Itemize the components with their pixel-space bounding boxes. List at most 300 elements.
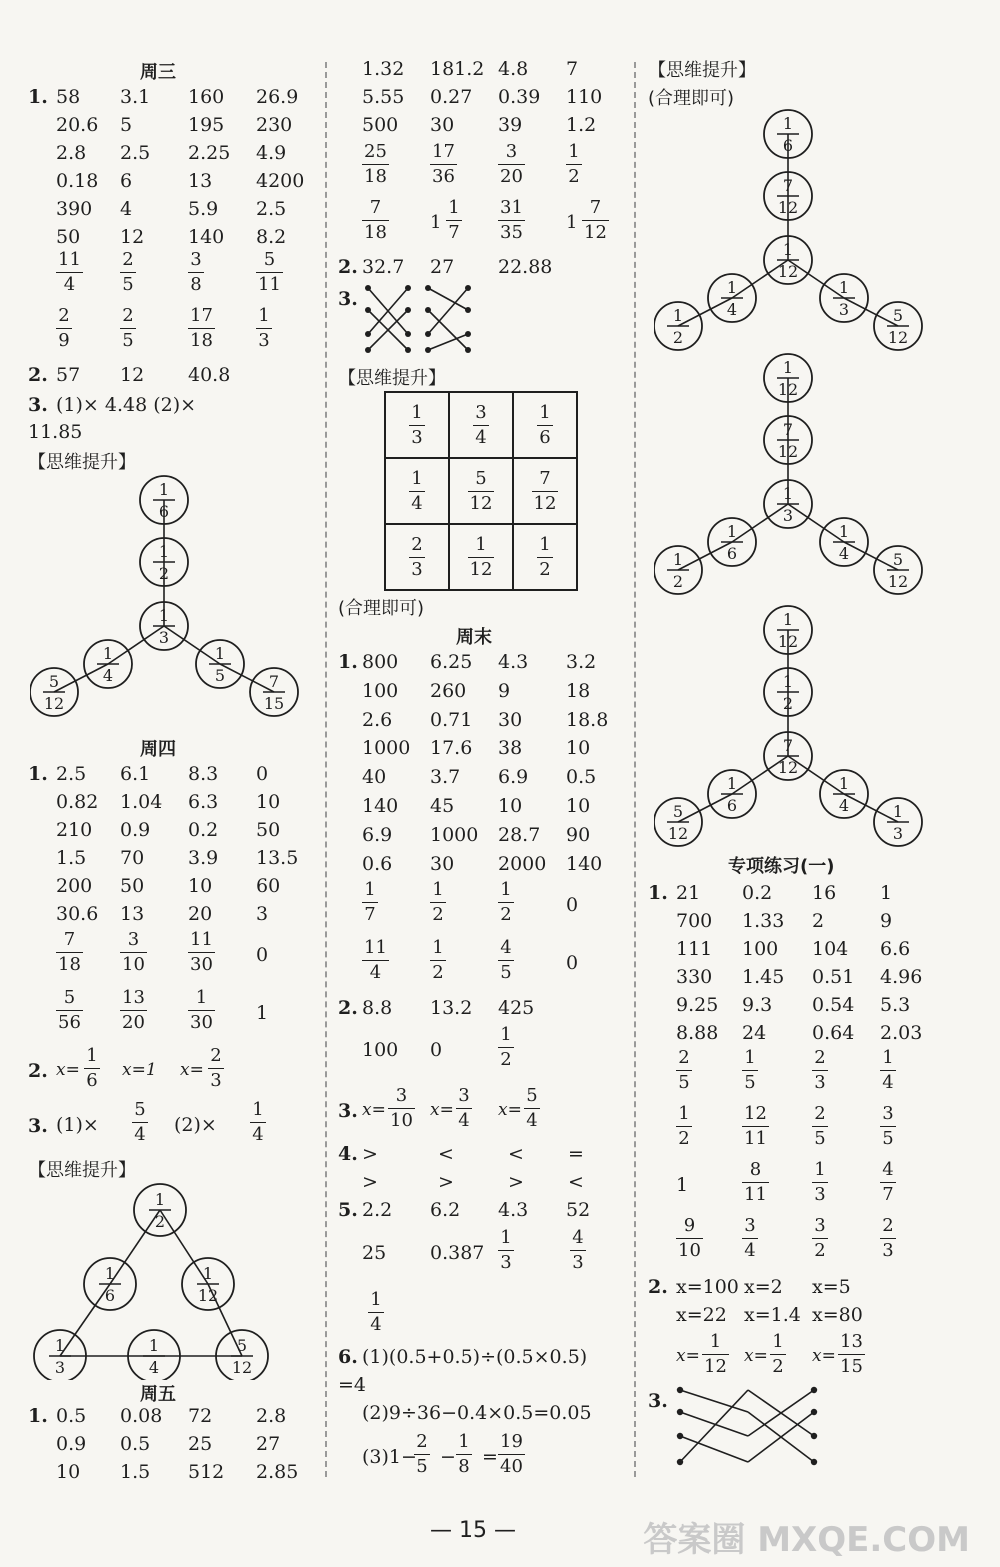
answer-cell: 0 bbox=[566, 894, 579, 916]
answer-value: < bbox=[438, 1143, 454, 1165]
answer-cell: 1.5 bbox=[56, 847, 87, 869]
answer-row bbox=[338, 1171, 628, 1199]
fraction-bar bbox=[362, 220, 389, 221]
node-denominator: 3 bbox=[54, 1358, 66, 1377]
numerator: 1 bbox=[458, 1431, 470, 1452]
numerator: 2 bbox=[58, 305, 70, 326]
answer-value: > bbox=[362, 1171, 378, 1193]
answer-value: x=80 bbox=[812, 1304, 863, 1326]
fraction-bar bbox=[56, 952, 83, 953]
answer-cell: 39 bbox=[498, 114, 523, 136]
numerator: 1 bbox=[678, 1103, 690, 1124]
fraction-value bbox=[120, 306, 136, 351]
numerator: 17 bbox=[190, 305, 213, 326]
answer-value: − bbox=[440, 1446, 456, 1468]
section-title-thursday: 周四 bbox=[140, 739, 176, 760]
grid-fraction bbox=[537, 403, 553, 448]
answer-row bbox=[338, 114, 628, 142]
fraction-value bbox=[498, 938, 514, 983]
fraction-value bbox=[56, 250, 83, 295]
dot bbox=[677, 1409, 683, 1415]
fraction-bar bbox=[770, 1354, 786, 1355]
answer-value: 4.3 bbox=[498, 1199, 529, 1221]
mixed-whole: 1 bbox=[430, 212, 442, 233]
answer-cell: 0.2 bbox=[188, 819, 219, 841]
answer-value: x=2 bbox=[744, 1276, 783, 1298]
fraction-value bbox=[676, 1104, 692, 1149]
numerator: 9 bbox=[683, 1215, 696, 1236]
dot bbox=[811, 1433, 817, 1439]
answer-value: 52 bbox=[566, 1199, 591, 1221]
fraction-value bbox=[188, 306, 215, 351]
fraction-grid-table bbox=[384, 391, 578, 591]
answer-value: 32.7 bbox=[362, 256, 405, 278]
answer-value: > bbox=[508, 1171, 524, 1193]
answer-cell: 10 bbox=[256, 791, 281, 813]
denominator: 2 bbox=[500, 904, 512, 925]
fraction-bar bbox=[880, 1070, 896, 1071]
answer-cell: 1000 bbox=[430, 823, 479, 846]
answer-cell: 9 bbox=[880, 910, 893, 932]
numerator: 3 bbox=[475, 401, 487, 423]
answer-cell: 3.1 bbox=[120, 86, 151, 108]
node-denominator: 12 bbox=[887, 572, 909, 591]
answer-cell: 6.3 bbox=[188, 791, 219, 813]
connector-line bbox=[788, 504, 844, 542]
dot bbox=[405, 331, 411, 337]
numerator: 4 bbox=[500, 937, 512, 958]
matching-line bbox=[680, 1412, 748, 1436]
denominator: 2 bbox=[500, 1049, 512, 1070]
fraction-row bbox=[648, 1160, 988, 1210]
fraction-value bbox=[56, 988, 83, 1033]
answer-cell: 20.6 bbox=[56, 114, 99, 136]
answer-cell: 18.8 bbox=[566, 708, 609, 731]
answer-cell: 6.25 bbox=[430, 651, 473, 673]
fraction-value bbox=[208, 1046, 224, 1091]
column-divider bbox=[325, 62, 327, 1477]
dot bbox=[465, 307, 471, 313]
connector-line bbox=[164, 626, 220, 664]
fraction-row bbox=[28, 988, 318, 1038]
answer-cell: 10 bbox=[566, 795, 591, 817]
fraction-bar bbox=[468, 557, 495, 558]
fraction-bar bbox=[409, 557, 425, 558]
fraction-value bbox=[409, 535, 425, 580]
answer-cell: 25 bbox=[188, 1433, 213, 1455]
fraction-bar bbox=[84, 1068, 100, 1069]
numerator: 1 bbox=[882, 1047, 894, 1068]
answer-row bbox=[648, 1276, 988, 1304]
fraction-value bbox=[812, 1048, 828, 1093]
answer-row bbox=[338, 795, 628, 823]
note-reasonable: (合理即可) bbox=[648, 88, 735, 109]
answer-cell: 700 bbox=[676, 910, 713, 932]
fraction-row bbox=[28, 930, 318, 980]
node-denominator: 2 bbox=[158, 564, 170, 583]
numerator: 2 bbox=[678, 1047, 690, 1068]
fraction-bar bbox=[446, 220, 462, 221]
dot bbox=[425, 285, 431, 291]
grid-cell bbox=[385, 524, 449, 590]
fraction-value bbox=[702, 1332, 729, 1377]
denominator: 4 bbox=[370, 1314, 382, 1335]
answer-cell: 390 bbox=[56, 198, 93, 220]
numerator: 3 bbox=[814, 1215, 826, 1236]
numerator: 2 bbox=[814, 1047, 826, 1068]
denominator: 11 bbox=[258, 274, 281, 295]
denominator: 4 bbox=[63, 274, 76, 295]
answer-row bbox=[28, 1046, 318, 1096]
answer-row bbox=[338, 86, 628, 114]
matching-lines-diagram bbox=[674, 1384, 824, 1474]
fraction-value bbox=[430, 938, 446, 983]
grid-row bbox=[385, 458, 577, 524]
fraction-bar bbox=[838, 1354, 865, 1355]
numerator: 2 bbox=[814, 1103, 826, 1124]
grid-cell bbox=[513, 524, 577, 590]
grid-cell bbox=[449, 458, 513, 524]
answer-row bbox=[28, 170, 318, 198]
answer-cell: 12 bbox=[120, 226, 145, 248]
answer-cell: 30 bbox=[430, 852, 455, 875]
answer-row bbox=[338, 1346, 628, 1374]
section-title-friday: 周五 bbox=[140, 1384, 176, 1405]
fraction-bar bbox=[120, 272, 136, 273]
matching-lines-diagram bbox=[362, 284, 482, 354]
fraction-value bbox=[414, 1432, 430, 1477]
numerator: 5 bbox=[263, 249, 276, 270]
fraction-row bbox=[28, 306, 318, 356]
numerator: 1 bbox=[772, 1331, 784, 1352]
fraction-bar bbox=[498, 1047, 514, 1048]
watermark: 答案圈 MXQE.COM bbox=[643, 1520, 970, 1560]
node-numerator: 1 bbox=[54, 1336, 66, 1355]
fraction-row bbox=[338, 198, 628, 248]
fraction-value bbox=[188, 250, 204, 295]
numerator: 7 bbox=[63, 929, 76, 950]
denominator: 12 bbox=[584, 222, 607, 243]
node-numerator: 1 bbox=[838, 278, 850, 297]
node-numerator: 7 bbox=[782, 736, 794, 755]
matching-line bbox=[428, 288, 468, 334]
numerator: 5 bbox=[134, 1099, 146, 1120]
fraction-bar bbox=[742, 1182, 769, 1183]
denominator: 35 bbox=[500, 222, 523, 243]
fraction-value bbox=[812, 1216, 828, 1261]
answer-cell: 1.45 bbox=[742, 966, 785, 988]
answer-cell: 50 bbox=[120, 875, 145, 897]
answer-value: x= bbox=[430, 1100, 454, 1120]
answer-cell: 260 bbox=[430, 679, 467, 702]
node-numerator: 7 bbox=[268, 672, 280, 691]
answer-cell: 0.2 bbox=[742, 882, 773, 904]
mixed-whole: 1 bbox=[566, 212, 578, 233]
answer-value: (1)× bbox=[56, 1114, 99, 1136]
fraction-value bbox=[409, 403, 425, 448]
answer-cell: 4200 bbox=[256, 170, 305, 192]
fraction-bar bbox=[120, 952, 147, 953]
fraction-bar bbox=[702, 1354, 729, 1355]
numerator: 5 bbox=[475, 467, 487, 489]
numerator: 1 bbox=[539, 533, 551, 555]
fraction-value bbox=[256, 250, 283, 295]
numerator: 1 bbox=[539, 401, 551, 423]
answer-row bbox=[338, 1199, 628, 1227]
numerator: 3 bbox=[882, 1103, 894, 1124]
grid-cell bbox=[385, 392, 449, 458]
fraction-bar bbox=[498, 960, 514, 961]
denominator: 3 bbox=[882, 1240, 894, 1261]
denominator: 5 bbox=[122, 330, 134, 351]
answer-value: x= bbox=[676, 1346, 700, 1366]
fraction-value bbox=[498, 198, 525, 243]
node-denominator: 12 bbox=[777, 758, 799, 777]
answer-row bbox=[338, 1228, 628, 1278]
answer-row bbox=[338, 680, 628, 708]
answer-value: 100 bbox=[362, 1039, 399, 1061]
dot bbox=[677, 1459, 683, 1465]
question-number-1: 1. bbox=[338, 651, 358, 673]
numerator: 31 bbox=[500, 197, 523, 218]
fraction-bar bbox=[880, 1126, 896, 1127]
answer-row bbox=[28, 875, 318, 903]
circle-tree-diagram bbox=[30, 470, 310, 720]
fraction-bar bbox=[498, 220, 525, 221]
answer-cell: 111 bbox=[676, 938, 713, 960]
answer-value: 40.8 bbox=[188, 364, 231, 386]
fraction-bar bbox=[368, 1312, 384, 1313]
answer-cell: 330 bbox=[676, 966, 713, 988]
fraction-bar bbox=[430, 960, 446, 961]
denominator: 40 bbox=[500, 1456, 523, 1477]
answer-cell: 3 bbox=[256, 903, 269, 925]
answer-row bbox=[648, 1304, 988, 1332]
fraction-bar bbox=[537, 557, 553, 558]
denominator: 9 bbox=[58, 330, 70, 351]
answer-cell: 1.5 bbox=[120, 1461, 151, 1483]
thinking-upgrade-heading: 【思维提升】 bbox=[338, 368, 446, 389]
answer-cell: 28.7 bbox=[498, 823, 541, 846]
numerator: 17 bbox=[432, 141, 455, 162]
fraction-value bbox=[742, 1160, 769, 1205]
answer-value: 0.387 bbox=[430, 1242, 485, 1264]
connector-line bbox=[220, 664, 274, 692]
node-numerator: 1 bbox=[104, 1264, 116, 1283]
fraction-value bbox=[84, 1046, 100, 1091]
node-numerator: 1 bbox=[154, 1190, 166, 1209]
denominator: 2 bbox=[772, 1356, 784, 1377]
node-numerator: 1 bbox=[892, 802, 904, 821]
answer-row bbox=[338, 58, 628, 86]
column-divider bbox=[634, 62, 636, 1477]
node-numerator: 1 bbox=[726, 278, 738, 297]
denominator: 8 bbox=[458, 1456, 470, 1477]
denominator: 7 bbox=[882, 1184, 894, 1205]
node-numerator: 7 bbox=[782, 420, 794, 439]
answer-value: 12 bbox=[120, 364, 145, 386]
answer-cell: 0.39 bbox=[498, 86, 541, 108]
fraction-value bbox=[498, 142, 525, 187]
question-number-2: 2. bbox=[648, 1276, 668, 1298]
fraction-value bbox=[880, 1160, 896, 1205]
numerator: 3 bbox=[505, 141, 518, 162]
dot bbox=[811, 1387, 817, 1393]
numerator: 1 bbox=[411, 401, 423, 423]
grid-cell bbox=[513, 458, 577, 524]
answer-cell: 10 bbox=[566, 737, 591, 760]
fraction-bar bbox=[742, 1070, 758, 1071]
numerator: 7 bbox=[539, 467, 551, 489]
node-denominator: 12 bbox=[777, 380, 799, 399]
answer-value: = bbox=[568, 1143, 584, 1165]
fraction-value bbox=[537, 535, 553, 580]
node-denominator: 5 bbox=[214, 666, 226, 685]
numerator: 3 bbox=[190, 249, 202, 270]
denominator: 8 bbox=[190, 274, 202, 295]
node-denominator: 12 bbox=[887, 328, 909, 347]
fraction-bar bbox=[880, 1182, 896, 1183]
fraction-value bbox=[566, 142, 582, 187]
answer-value: x=5 bbox=[812, 1276, 851, 1298]
grid-cell bbox=[513, 392, 577, 458]
dot bbox=[365, 307, 371, 313]
answer-row bbox=[648, 882, 988, 910]
circle-tree-diagram-3 bbox=[654, 600, 934, 850]
fraction-bar bbox=[362, 902, 378, 903]
fraction-value bbox=[430, 142, 457, 187]
dot bbox=[405, 285, 411, 291]
denominator: 3 bbox=[500, 1252, 512, 1273]
denominator: 4 bbox=[882, 1072, 894, 1093]
node-denominator: 4 bbox=[148, 1358, 160, 1377]
node-denominator: 4 bbox=[102, 666, 114, 685]
question-number-2: 2. bbox=[338, 997, 358, 1019]
answer-row bbox=[28, 1405, 318, 1433]
numerator: 1 bbox=[195, 987, 208, 1008]
node-denominator: 3 bbox=[892, 824, 904, 843]
node-numerator: 5 bbox=[236, 1336, 248, 1355]
answer-value: x=100 bbox=[676, 1276, 739, 1298]
node-denominator: 2 bbox=[154, 1212, 166, 1231]
numerator: 1 bbox=[411, 467, 423, 489]
answer-row bbox=[338, 1402, 628, 1430]
answer-cell: 60 bbox=[256, 875, 281, 897]
answer-value: < bbox=[508, 1143, 524, 1165]
answer-cell: 0.9 bbox=[120, 819, 151, 841]
denominator: 2 bbox=[432, 904, 444, 925]
fraction-value bbox=[256, 306, 272, 351]
answer-cell: 181.2 bbox=[430, 58, 485, 80]
numerator: 12 bbox=[744, 1103, 767, 1124]
answer-row bbox=[338, 1374, 628, 1402]
answer-value: (2)9÷36−0.4×0.5=0.05 bbox=[362, 1402, 592, 1424]
denominator: 2 bbox=[678, 1128, 690, 1149]
numerator: 1 bbox=[500, 1227, 512, 1248]
answer-value: x= bbox=[498, 1100, 522, 1120]
dot bbox=[677, 1433, 683, 1439]
fraction-value bbox=[880, 1048, 896, 1093]
denominator: 18 bbox=[190, 330, 213, 351]
denominator: 7 bbox=[448, 222, 460, 243]
fraction-value bbox=[446, 198, 462, 243]
dot bbox=[405, 347, 411, 353]
answer-cell: 0.6 bbox=[362, 852, 393, 875]
triangle-circle-diagram bbox=[30, 1180, 310, 1380]
section-title-special-practice: 专项练习(一) bbox=[728, 856, 835, 877]
numerator: 4 bbox=[572, 1227, 584, 1248]
answer-value: 27 bbox=[430, 256, 455, 278]
denominator: 4 bbox=[411, 492, 423, 514]
grid-cell bbox=[385, 458, 449, 524]
fraction-value bbox=[468, 535, 495, 580]
numerator: 3 bbox=[744, 1215, 756, 1236]
answer-cell: 58 bbox=[56, 86, 81, 108]
answer-value: (2)× bbox=[174, 1114, 217, 1136]
node-denominator: 12 bbox=[777, 632, 799, 651]
numerator: 1 bbox=[448, 197, 460, 218]
answer-cell: 27 bbox=[256, 1433, 281, 1455]
answer-row bbox=[648, 1022, 988, 1050]
fraction-bar bbox=[120, 328, 136, 329]
answer-cell: 0.08 bbox=[120, 1405, 163, 1427]
fraction-bar bbox=[566, 164, 582, 165]
grid-fraction bbox=[468, 469, 495, 514]
fraction-value bbox=[56, 930, 83, 975]
question-number-3: 3. bbox=[338, 288, 358, 310]
numerator: 8 bbox=[749, 1159, 762, 1180]
fraction-value bbox=[120, 250, 136, 295]
numerator: 7 bbox=[589, 197, 602, 218]
fraction-value bbox=[498, 1432, 525, 1477]
denominator: 3 bbox=[572, 1252, 584, 1273]
answer-value: (1)× 4.48 (2)× bbox=[56, 394, 197, 416]
answer-row bbox=[648, 1332, 988, 1382]
node-numerator: 5 bbox=[892, 306, 904, 325]
answer-cell: 1.04 bbox=[120, 791, 163, 813]
numerator: 11 bbox=[364, 937, 387, 958]
fraction-value bbox=[742, 1104, 769, 1149]
answer-cell: 0.5 bbox=[566, 766, 597, 789]
grid-row bbox=[385, 524, 577, 590]
question-number-3: 3. bbox=[648, 1390, 668, 1412]
denominator: 18 bbox=[58, 954, 81, 975]
node-denominator: 12 bbox=[777, 442, 799, 461]
fraction-row bbox=[648, 1048, 988, 1098]
denominator: 5 bbox=[122, 274, 134, 295]
node-numerator: 1 bbox=[838, 774, 850, 793]
answer-cell: 800 bbox=[362, 651, 399, 673]
fraction-value bbox=[362, 880, 378, 925]
fraction-value bbox=[368, 1290, 384, 1335]
answer-row bbox=[338, 1143, 628, 1171]
answer-value: 57 bbox=[56, 364, 81, 386]
numerator: 2 bbox=[882, 1215, 894, 1236]
fraction-bar bbox=[56, 272, 83, 273]
question-number-1: 1. bbox=[28, 86, 48, 108]
numerator: 1 bbox=[364, 879, 376, 900]
fraction-bar bbox=[188, 952, 215, 953]
answer-value: x= bbox=[812, 1346, 836, 1366]
fraction-value bbox=[409, 469, 425, 514]
dot bbox=[465, 347, 471, 353]
answer-cell: 2.85 bbox=[256, 1461, 299, 1483]
question-number-3: 3. bbox=[338, 1100, 358, 1122]
answer-cell: 2.5 bbox=[56, 763, 87, 785]
numerator: 1 bbox=[252, 1099, 264, 1120]
node-denominator: 2 bbox=[672, 572, 684, 591]
fraction-bar bbox=[473, 425, 489, 426]
